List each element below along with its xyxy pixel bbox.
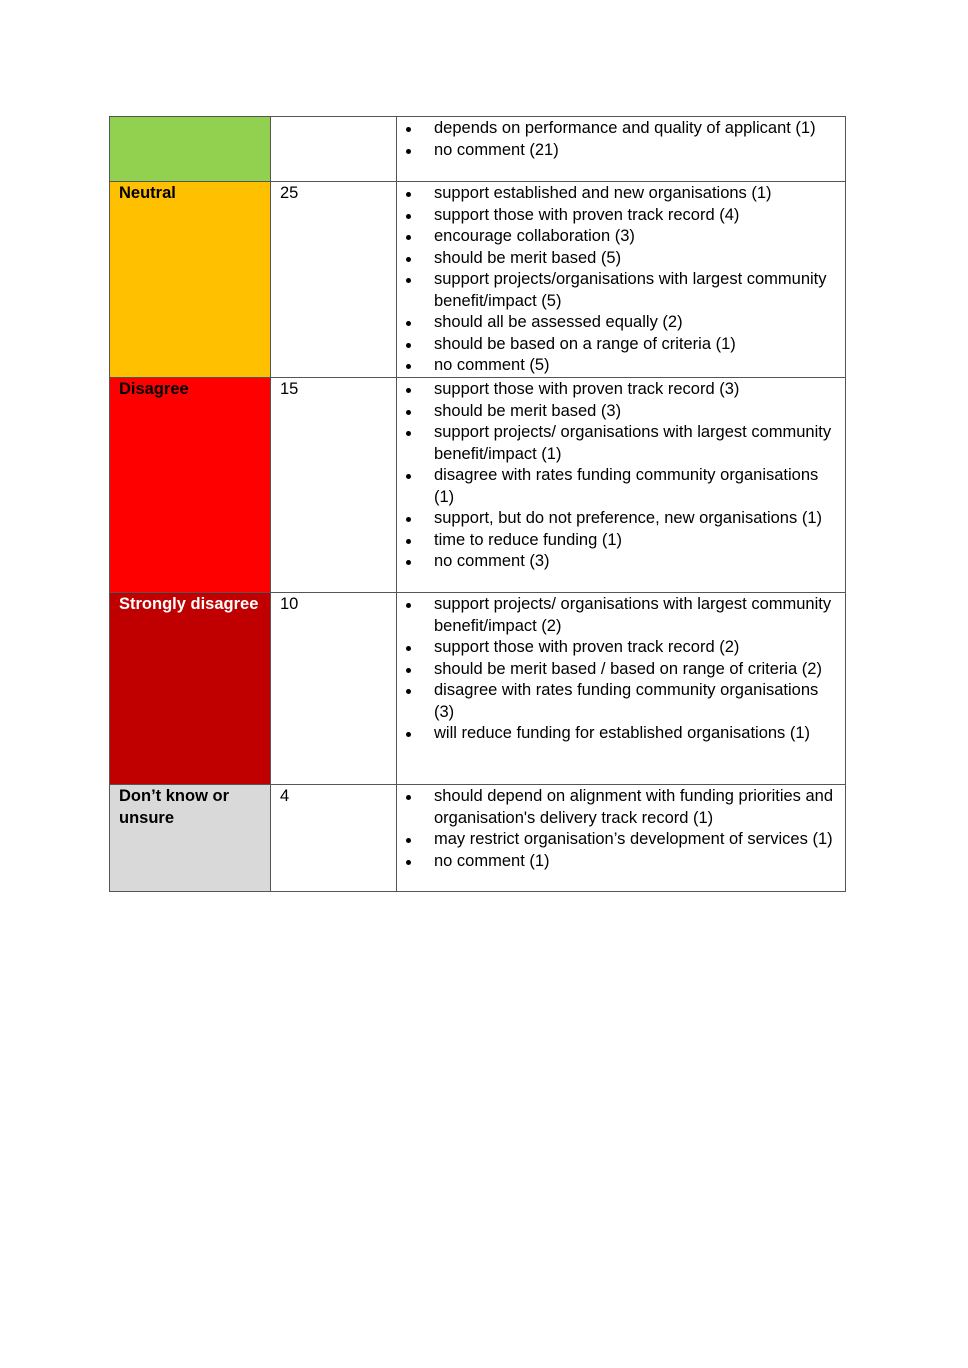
comment-item: support projects/ organisations with largest community benefit/impact (2) (397, 594, 839, 637)
table-row (110, 785, 846, 892)
table-row (110, 593, 846, 785)
rating-label: Neutral (119, 184, 176, 202)
comments-cell (397, 378, 846, 593)
rating-label (110, 117, 270, 118)
rating-label: Strongly disagree (119, 595, 259, 613)
comments-cell (397, 593, 846, 785)
comments-cell (397, 117, 846, 182)
comment-item: will reduce funding for established organisations (1) (397, 723, 839, 745)
count-cell (271, 117, 397, 182)
comment-item: should all be assessed equally (2) (397, 312, 839, 334)
comment-item: depends on performance and quality of applicant (1) (397, 118, 839, 140)
comments-cell (397, 182, 846, 378)
comment-item: time to reduce funding (1) (397, 530, 839, 552)
comment-list (397, 593, 845, 745)
comment-item: disagree with rates funding community organisations (3) (397, 680, 839, 723)
count-value: 15 (280, 380, 299, 398)
rating-cell-agree (110, 117, 271, 182)
comment-item: encourage collaboration (3) (397, 226, 839, 248)
comment-item: support those with proven track record (3) (397, 379, 839, 401)
comment-item: no comment (5) (397, 355, 839, 377)
rating-label: Disagree (119, 380, 189, 398)
comment-item: support, but do not preference, new organisations (1) (397, 508, 839, 530)
table-row (110, 117, 846, 182)
count-cell (271, 785, 397, 892)
rating-cell-disagree (110, 378, 271, 593)
comment-item: support projects/ organisations with largest community benefit/impact (1) (397, 422, 839, 465)
rating-cell-unsure (110, 785, 271, 892)
comment-item: should depend on alignment with funding priorities and organisation's delivery track record (1) (397, 786, 839, 829)
comment-item: disagree with rates funding community organisations (1) (397, 465, 839, 508)
rating-label: Don’t know or unsure (119, 787, 229, 827)
count-value (271, 117, 396, 118)
count-value: 25 (280, 184, 299, 202)
comment-item: no comment (1) (397, 851, 839, 873)
comment-item: support projects/organisations with largest community benefit/impact (5) (397, 269, 839, 312)
comment-item: should be based on a range of criteria (1) (397, 334, 839, 356)
comment-item: support established and new organisations (1) (397, 183, 839, 205)
comment-item: support those with proven track record (4) (397, 205, 839, 227)
comment-item: should be merit based / based on range of criteria (2) (397, 659, 839, 681)
table-row (110, 378, 846, 593)
rating-cell-strongly-disagree (110, 593, 271, 785)
comment-list (397, 117, 845, 161)
comment-list (397, 182, 845, 377)
count-value: 4 (280, 787, 290, 805)
comment-list (397, 378, 845, 573)
response-table (109, 116, 846, 892)
comment-item: should be merit based (5) (397, 248, 839, 270)
comment-item: may restrict organisation’s development of services (1) (397, 829, 839, 851)
comment-item: no comment (21) (397, 140, 839, 162)
count-cell (271, 182, 397, 378)
comment-item: should be merit based (3) (397, 401, 839, 423)
table-row (110, 182, 846, 378)
comment-item: support those with proven track record (2) (397, 637, 839, 659)
comment-item: no comment (3) (397, 551, 839, 573)
comments-cell (397, 785, 846, 892)
rating-cell-neutral (110, 182, 271, 378)
count-cell (271, 378, 397, 593)
comment-list (397, 785, 845, 872)
count-cell (271, 593, 397, 785)
count-value: 10 (280, 595, 299, 613)
